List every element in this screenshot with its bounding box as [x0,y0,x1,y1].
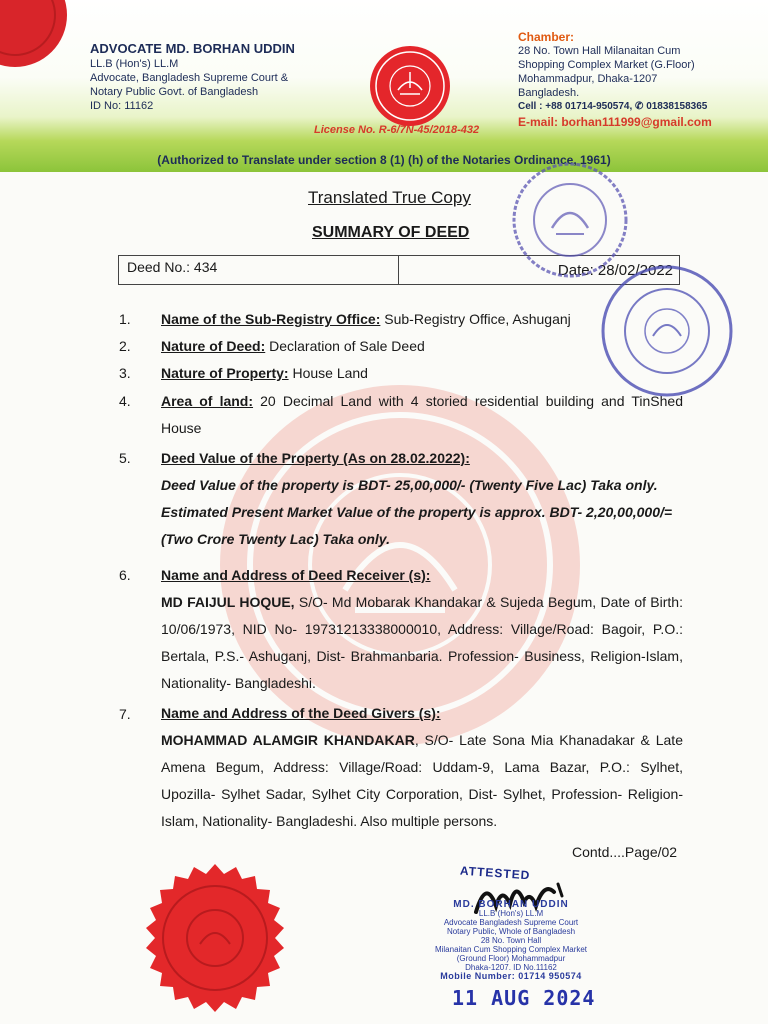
item-label: Nature of Deed: [161,338,266,354]
chamber-email: E-mail: borhan111999@gmail.com [518,115,712,129]
item-label: Name and Address of Deed Receiver (s): [161,567,431,583]
attest-line: 28 No. Town Hall [480,936,542,945]
document-title: Translated True Copy [308,188,471,207]
red-seal-icon [0,0,70,70]
letterhead [0,0,768,172]
attest-line: (Ground Floor) Mohammadpur [456,954,566,963]
advocate-name: ADVOCATE MD. BORHAN UDDIN [90,41,295,56]
notary-seal-icon [368,44,452,128]
attest-line: Advocate Bangladesh Supreme Court [443,918,579,927]
chamber-cell: Cell : +88 01714-950574, ✆ 01838158365 [518,101,708,112]
attest-mobile: Mobile Number: 01714 950574 [440,971,582,981]
item-value: House Land [288,365,368,381]
item-number: 7. [119,706,131,722]
item-number: 6. [119,567,131,583]
licence-stamp-icon [598,262,736,400]
deed-number: Deed No.: 434 [119,256,399,284]
list-item [161,700,683,835]
document-subtitle: SUMMARY OF DEED [312,224,470,241]
item-value: Declaration of Sale Deed [265,338,425,354]
receiver-name: MD FAIJUL HOQUE, [161,594,295,610]
item-number: 5. [119,450,131,466]
advocate-degree: LL.B (Hon's) LL.M [90,58,179,70]
list-item [161,562,683,697]
advocate-id: ID No: 11162 [90,100,154,112]
giver-details: , S/O- Late Sona Mia Khanadakar & Late Amena Begum, Address: Village/Road: Uddam-9, Lama Bazar, P.O.: Sylhet, Upozilla- Sylhet Sadar, Sylhet City Corporation, Dist- Sylhet, Profession- Religion- Islam, Nationality- Bangladeshi. Also multiple persons. [161,732,683,829]
item-number: 2. [119,338,131,354]
advocate-info [90,42,295,113]
item-value: Sub-Registry Office, Ashuganj [380,311,571,327]
item-label: Nature of Property: [161,365,289,381]
date-stamp: 11 AUG 2024 [452,986,596,1010]
attest-line: Notary Public, Whole of Bangladesh [446,927,576,936]
item-label: Deed Value of the Property (As on 28.02.2022): [161,450,470,466]
attest-line: Milanaitan Cum Shopping Complex Market [434,945,588,954]
list-item [161,445,683,553]
item-number: 4. [119,393,131,409]
continued-note: Contd....Page/02 [572,844,678,860]
red-wax-seal-icon [136,862,294,1020]
item-label: Name of the Sub-Registry Office: [161,311,381,327]
attest-name: MD. BORHAN UDDIN [453,899,569,910]
attest-line: Dhaka-1207. ID No.11162 [465,963,557,972]
item-number: 1. [119,311,131,327]
chamber-address-3: Mohammadpur, Dhaka-1207 [518,73,658,85]
item-number: 3. [119,365,131,381]
deed-date: Date: 28/02/2022 [557,262,673,279]
chamber-address-1: 28 No. Town Hall Milanaitan Cum [518,45,681,57]
attestation-block [416,900,606,981]
chamber-address-2: Shopping Complex Market (G.Floor) [518,59,695,71]
item-label: Name and Address of the Deed Givers (s): [161,705,441,721]
chamber-info [518,30,712,129]
receiver-details: S/O- Md Mobarak Khandakar & Sujeda Begum, Date of Birth: 10/06/1973, NID No- 19731213338000010, Address: Village/Road: Bagoir, P.O.: Bertala, P.S.- Ashuganj, Dist- Brahmanbaria. Profession- Business, Religion-Islam, Nationality- Bangladeshi. [161,594,683,691]
deed-value-text: Deed Value of the property is BDT- 25,00,000/- (Twenty Five Lac) Taka only. [161,477,658,493]
advocate-role-2: Notary Public Govt. of Bangladesh [90,86,259,98]
chamber-title: Chamber: [518,30,575,44]
market-value-text: Estimated Present Market Value of the property is approx. BDT- 2,20,00,000/= (Two Crore Twenty Lac) Taka only. [161,504,673,547]
item-label: Area of land: [161,393,254,409]
license-number: License No. R-6/7N-45/2018-432 [314,124,480,136]
attested-label: ATTESTED [459,863,531,883]
authorization-line: (Authorized to Translate under section 8 (1) (h) of the Notaries Ordinance, 1961) [157,153,611,167]
item-value: 20 Decimal Land with 4 storied residential building and TinShed House [161,393,683,436]
giver-name: MOHAMMAD ALAMGIR KHANDAKAR [161,732,415,748]
advocate-role-1: Advocate, Bangladesh Supreme Court & [90,72,289,84]
chamber-address-4: Bangladesh. [518,87,580,99]
attest-line: LL.B (Hon's) LL.M [478,909,544,918]
